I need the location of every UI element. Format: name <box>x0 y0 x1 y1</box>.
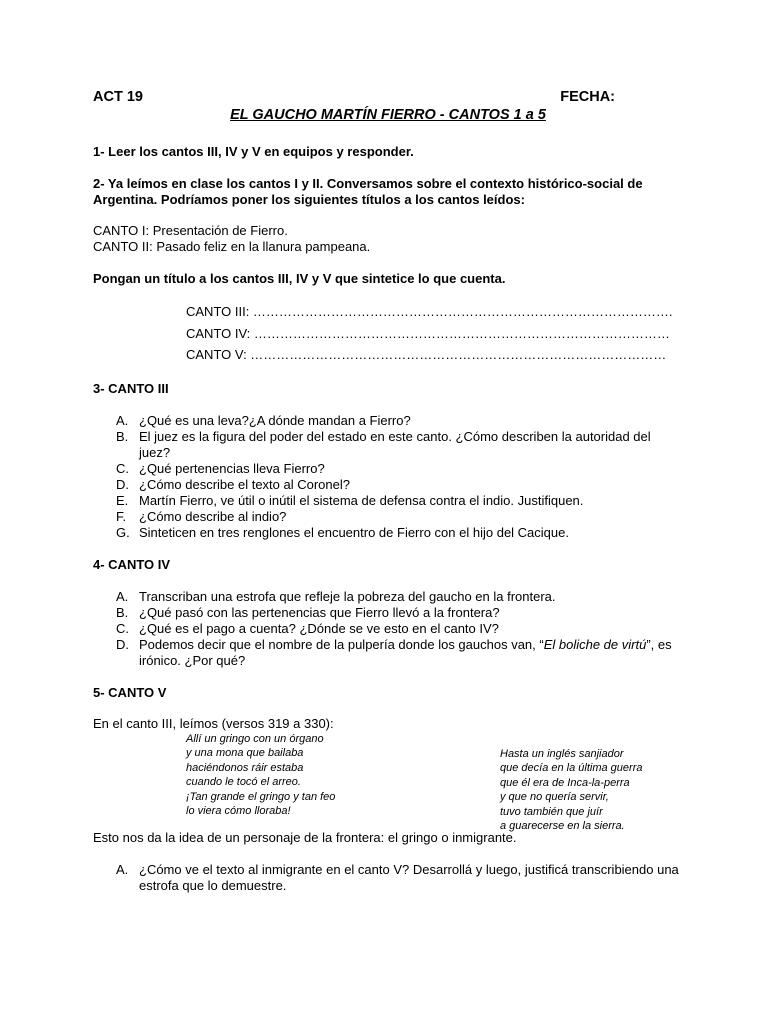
section-5-intro: En el canto III, leímos (versos 319 a 330): <box>93 715 334 731</box>
pulperia-name: El boliche de virtú <box>543 636 647 652</box>
canto-title-2: CANTO II: Pasado feliz en la llanura pampeana. <box>93 239 371 254</box>
list-item: E. Martín Fierro, ve útil o inútil el sistema de defensa contra el indio. Justifiquen. <box>116 492 584 508</box>
section-4-heading: 4- CANTO IV <box>93 556 171 572</box>
fill-line-canto-4[interactable]: CANTO IV: …………………………………………………………………………………… <box>186 325 670 341</box>
instruction-1: 1- Leer los cantos III, IV y V en equipos y responder. <box>93 144 414 159</box>
list-item: A. ¿Cómo ve el texto al inmigrante en el canto V? Desarrollá y luego, justificá transcribiendo una estrofa que lo demuestre. <box>116 861 679 893</box>
verse-line: a guarecerse en la sierra. <box>500 820 625 833</box>
list-item: B. El juez es la figura del poder del estado en este canto. ¿Cómo describen la autoridad del juez? <box>116 428 651 460</box>
fill-line-canto-3[interactable]: CANTO III: ……………………………………………………………………………………. <box>186 304 673 319</box>
verse-line: cuando le tocó el arreo. <box>186 776 301 789</box>
verse-line: que decía en la última guerra <box>500 762 643 775</box>
fill-line-canto-5[interactable]: CANTO V: …………………………………………………………………………………… <box>186 347 667 362</box>
list-item: D. ¿Cómo describe el texto al Coronel? <box>116 476 350 492</box>
list-item: C. ¿Qué es el pago a cuenta? ¿Dónde se ve esto en el canto IV? <box>116 620 499 636</box>
instruction-2: 2- Ya leímos en clase los cantos I y II. Conversamos sobre el contexto histórico-social de Argentina. Podríamos poner los siguientes títulos a los cantos leídos: <box>93 176 643 207</box>
section-5-heading: 5- CANTO V <box>93 684 167 700</box>
list-item: B. ¿Qué pasó con las pertenencias que Fierro llevó a la frontera? <box>116 604 500 620</box>
title-instruction: Pongan un título a los cantos III, IV y V que sintetice lo que cuenta. <box>93 271 506 286</box>
worksheet-header <box>93 88 683 106</box>
section-4-questions <box>93 589 683 669</box>
title-fill-lines <box>186 301 683 366</box>
poem-stanza-left <box>186 732 335 820</box>
worksheet <box>93 88 683 894</box>
verse-line: haciéndonos ráir estaba <box>186 761 304 774</box>
list-item: G. Sinteticen en tres renglones el encuentro de Fierro con el hijo del Cacique. <box>116 524 569 540</box>
poem-stanza-right <box>500 747 642 835</box>
section-3-questions <box>93 413 683 541</box>
date-label: FECHA: <box>560 89 615 105</box>
verse-line: ¡Tan grande el gringo y tan feo <box>186 790 336 803</box>
worksheet-title: EL GAUCHO MARTÍN FIERRO - CANTOS 1 a 5 <box>230 107 546 123</box>
verse-line: tuvo también que juír <box>500 805 603 818</box>
list-item: A. Transcriban una estrofa que refleje la pobreza del gaucho en la frontera. <box>116 588 556 604</box>
canto-title-1: CANTO I: Presentación de Fierro. <box>93 223 288 238</box>
list-item: F. ¿Cómo describe al indio? <box>116 508 287 524</box>
verse-line: y que no quería servir, <box>500 791 609 804</box>
list-item: C. ¿Qué pertenencias lleva Fierro? <box>116 460 325 476</box>
section-5-conclusion: Esto nos da la idea de un personaje de la frontera: el gringo o inmigrante. <box>93 829 517 845</box>
list-item: A. ¿Qué es una leva?¿A dónde mandan a Fierro? <box>116 412 411 428</box>
verse-line: Allí un gringo con un órgano <box>186 732 324 745</box>
canto-titles <box>93 223 683 255</box>
section-3-heading: 3- CANTO III <box>93 380 169 396</box>
verse-line: que él era de Inca-la-perra <box>500 776 630 789</box>
verse-line: y una mona que bailaba <box>186 747 304 760</box>
verse-line: lo viera cómo lloraba! <box>186 805 291 818</box>
section-5-questions <box>93 862 683 894</box>
activity-number: ACT 19 <box>93 89 143 105</box>
poem-excerpt <box>93 732 683 833</box>
list-item: D. Podemos decir que el nombre de la pulpería donde los gauchos van, “El boliche de virtú”, es irónico. ¿Por qué? <box>116 636 672 668</box>
verse-line: Hasta un inglés sanjiador <box>500 747 624 760</box>
